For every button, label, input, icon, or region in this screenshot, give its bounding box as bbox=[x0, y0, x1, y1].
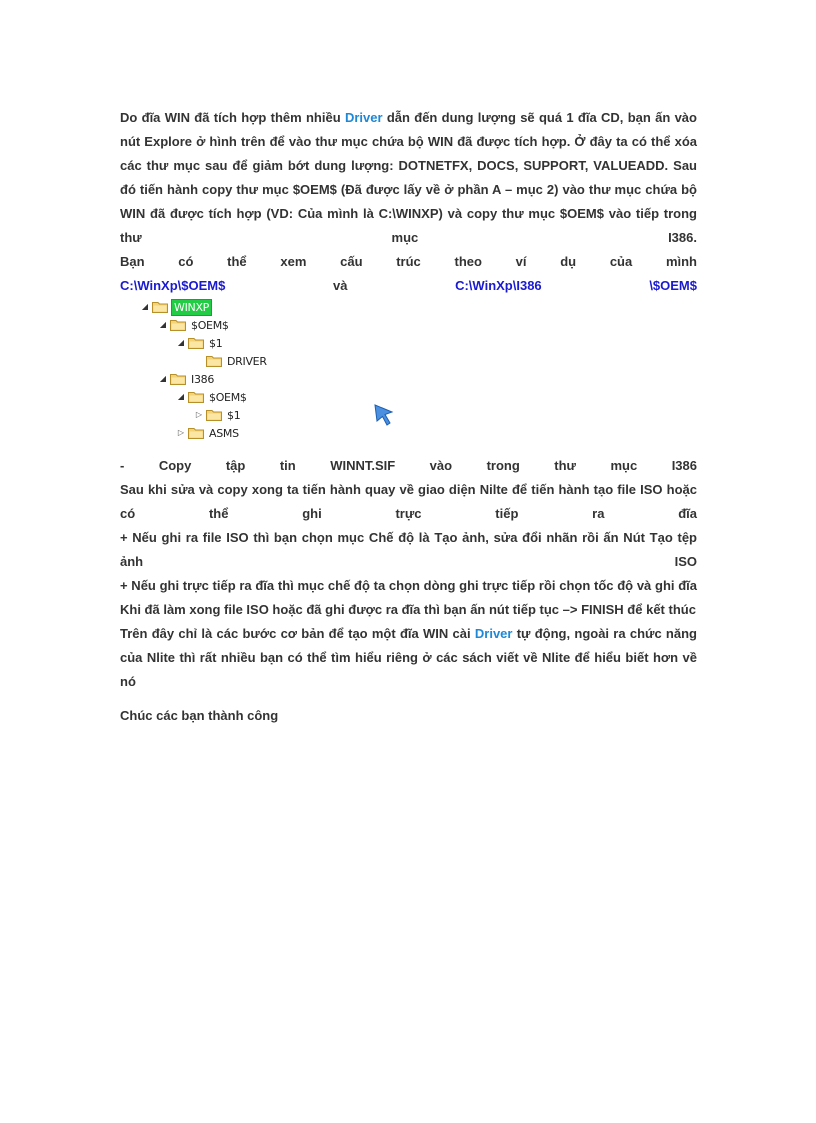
folder-icon bbox=[170, 319, 186, 331]
tree-label[interactable]: I386 bbox=[191, 372, 215, 386]
text-span: dẫn đến dung lượng sẽ quá 1 đĩa CD, bạn ấn vào nút Explore ở hình trên để vào thư mục chứa bộ WIN đã được tích hợp. Ở đây ta có thể xóa các thư mục sau để giảm bớt dung lượng: DOTNETFX, DOCS, SUPPORT, VALUEADD. Sau đó tiến hành copy thư mục $OEM$ (Đã được lấy về ở phần A – mục 2) vào thư mục chứa bộ WIN đã được tích hợp (VD: Của mình là C:\WINXP) và copy thư mục $OEM$ vào tiếp trong thư mục I386. bbox=[120, 110, 697, 245]
paragraph-basic bbox=[120, 622, 697, 694]
driver-link[interactable]: Driver bbox=[344, 110, 383, 125]
paragraph-explore bbox=[120, 106, 697, 250]
path-line bbox=[120, 274, 697, 298]
collapsed-arrow-icon[interactable]: ▷ bbox=[195, 410, 203, 419]
line-copy-sif: - Copy tập tin WINNT.SIF vào trong thư mục I386 bbox=[120, 458, 697, 473]
closing-line: Chúc các bạn thành công bbox=[120, 708, 279, 723]
paragraph-structure: Bạn có thể xem cấu trúc theo ví dụ của mình bbox=[120, 254, 697, 269]
expanded-arrow-icon[interactable]: ◢ bbox=[177, 338, 185, 347]
folder-icon bbox=[188, 391, 204, 403]
spacer bbox=[120, 444, 697, 454]
tree-label[interactable]: $1 bbox=[209, 336, 223, 350]
collapsed-arrow-icon[interactable]: ▷ bbox=[177, 428, 185, 437]
line-finish: Khi đã làm xong file ISO hoặc đã ghi được ra đĩa thì bạn ấn nút tiếp tục –> FINISH để kết thúc bbox=[120, 602, 696, 617]
tree-label[interactable]: $OEM$ bbox=[209, 390, 247, 404]
tree-node-asms[interactable] bbox=[176, 424, 241, 442]
tree-label[interactable]: $OEM$ bbox=[191, 318, 229, 332]
text-span: tự động, ngoài ra chức năng của Nlite thì rất nhiều bạn có thể tìm hiểu riêng ở các sách viết về Nlite để hiểu biết hơn về nó bbox=[120, 626, 697, 689]
driver-link[interactable]: Driver bbox=[474, 626, 513, 641]
folder-icon bbox=[170, 373, 186, 385]
tree-label[interactable]: DRIVER bbox=[227, 354, 267, 368]
folder-icon bbox=[188, 337, 204, 349]
expanded-arrow-icon[interactable]: ◢ bbox=[159, 374, 167, 383]
folder-icon bbox=[152, 301, 168, 313]
line-after-copy: Sau khi sửa và copy xong ta tiến hành quay về giao diện Nilte để tiến hành tạo file ISO hoặc có thể ghi trực tiếp ra đĩa bbox=[120, 482, 697, 521]
tree-node-i386-oem[interactable] bbox=[176, 388, 249, 406]
tree-node-driver[interactable] bbox=[204, 352, 269, 370]
text-span: Trên đây chỉ là các bước cơ bản để tạo một đĩa WIN cài bbox=[120, 626, 475, 641]
mouse-cursor-icon bbox=[373, 403, 395, 427]
and-word: và bbox=[332, 278, 348, 293]
folder-icon bbox=[206, 409, 222, 421]
tree-node-oem[interactable] bbox=[158, 316, 231, 334]
expanded-arrow-icon[interactable]: ◢ bbox=[159, 320, 167, 329]
folder-icon bbox=[188, 427, 204, 439]
path-i386: C:\WinXp\I386 bbox=[455, 278, 542, 293]
path-oem-suffix: \$OEM$ bbox=[649, 278, 697, 293]
expanded-arrow-icon[interactable]: ◢ bbox=[177, 392, 185, 401]
tree-node-i386-oem-1[interactable] bbox=[194, 406, 242, 424]
tree-node-1[interactable] bbox=[176, 334, 224, 352]
line-burn: + Nếu ghi trực tiếp ra đĩa thì mục chế độ ta chọn dòng ghi trực tiếp rồi chọn tốc độ và ghi đĩa bbox=[120, 578, 697, 593]
text-span: Do đĩa WIN đã tích hợp thêm nhiều bbox=[120, 110, 345, 125]
folder-tree-image bbox=[120, 298, 697, 444]
expanded-arrow-icon[interactable]: ◢ bbox=[141, 302, 149, 311]
tree-label[interactable]: $1 bbox=[227, 408, 241, 422]
tree-label[interactable]: ASMS bbox=[209, 426, 239, 440]
path-oem: C:\WinXp\$OEM$ bbox=[120, 278, 226, 293]
tree-node-winxp[interactable] bbox=[140, 298, 212, 316]
document-body bbox=[120, 106, 697, 728]
folder-icon bbox=[206, 355, 222, 367]
tree-node-i386[interactable] bbox=[158, 370, 216, 388]
tree-label-selected[interactable]: WINXP bbox=[171, 299, 212, 316]
line-iso: + Nếu ghi ra file ISO thì bạn chọn mục Chế độ là Tạo ảnh, sửa đổi nhãn rồi ấn Nút Tạo tệp ảnh ISO bbox=[120, 530, 697, 569]
